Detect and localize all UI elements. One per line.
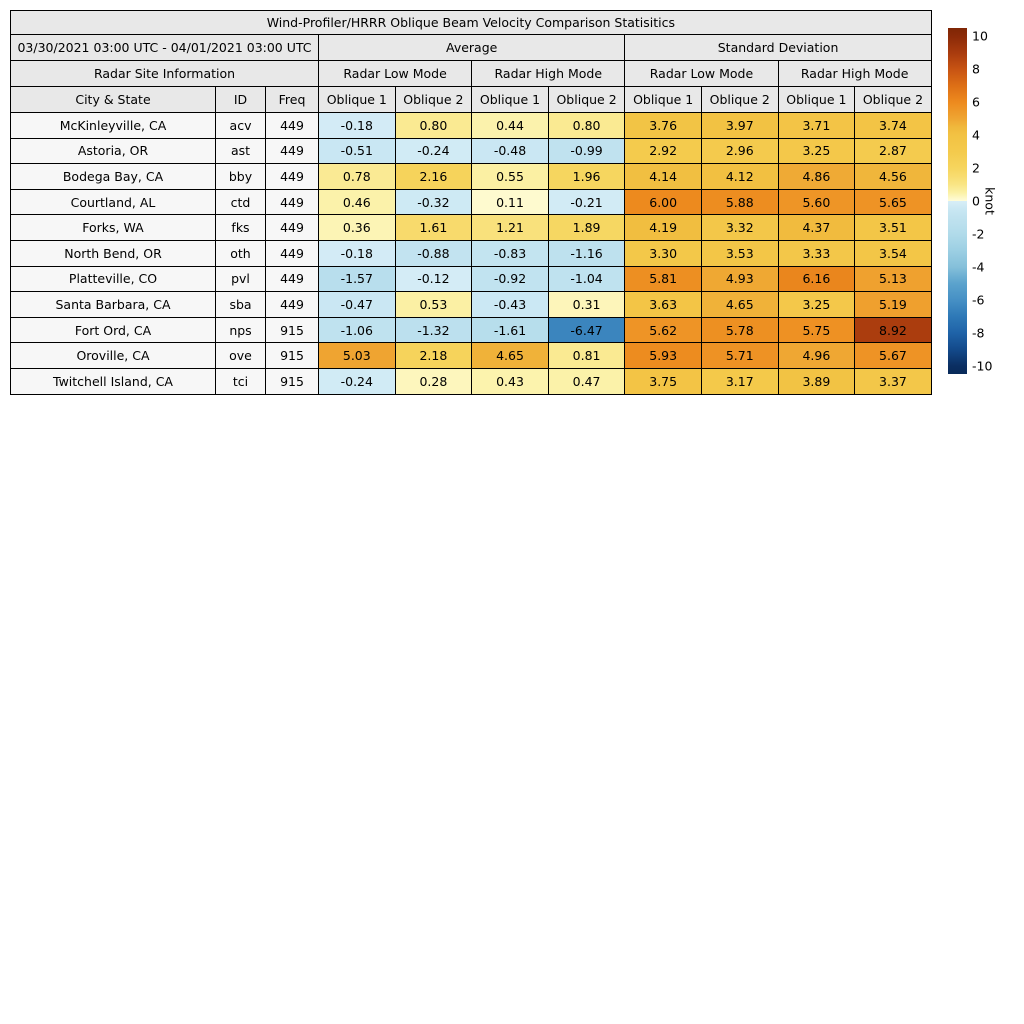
value-cell: 1.96 bbox=[548, 164, 625, 190]
value-cell: 4.96 bbox=[778, 343, 855, 369]
value-cell: -0.12 bbox=[395, 266, 472, 292]
freq-cell: 915 bbox=[266, 317, 319, 343]
value-cell: 0.46 bbox=[319, 189, 396, 215]
value-cell: -0.92 bbox=[472, 266, 549, 292]
value-cell: -0.24 bbox=[319, 368, 396, 394]
colorbar-axis-label: knot bbox=[982, 187, 998, 215]
value-cell: -0.47 bbox=[319, 292, 396, 318]
oblique-column-header: Oblique 2 bbox=[701, 87, 778, 113]
freq-cell: 449 bbox=[266, 113, 319, 139]
table-row bbox=[11, 113, 932, 139]
value-cell: -1.57 bbox=[319, 266, 396, 292]
id-cell: sba bbox=[216, 292, 266, 318]
mode-header-avg-low: Radar Low Mode bbox=[319, 61, 472, 87]
colorbar-tick-label: -8 bbox=[972, 325, 985, 341]
id-cell: fks bbox=[216, 215, 266, 241]
value-cell: 4.65 bbox=[472, 343, 549, 369]
value-cell: 0.78 bbox=[319, 164, 396, 190]
value-cell: 0.28 bbox=[395, 368, 472, 394]
city-cell: Astoria, OR bbox=[11, 138, 216, 164]
value-cell: 5.81 bbox=[625, 266, 702, 292]
value-cell: 0.43 bbox=[472, 368, 549, 394]
period-label: 03/30/2021 03:00 UTC - 04/01/2021 03:00 UTC bbox=[11, 35, 319, 61]
oblique-column-header: Oblique 2 bbox=[395, 87, 472, 113]
freq-cell: 449 bbox=[266, 266, 319, 292]
city-cell: Santa Barbara, CA bbox=[11, 292, 216, 318]
value-cell: 5.03 bbox=[319, 343, 396, 369]
value-cell: 5.88 bbox=[701, 189, 778, 215]
value-cell: 8.92 bbox=[855, 317, 932, 343]
freq-cell: 449 bbox=[266, 189, 319, 215]
city-cell: Forks, WA bbox=[11, 215, 216, 241]
value-cell: -0.24 bbox=[395, 138, 472, 164]
freq-cell: 915 bbox=[266, 368, 319, 394]
table-row bbox=[11, 368, 932, 394]
city-cell: Courtland, AL bbox=[11, 189, 216, 215]
value-cell: 3.25 bbox=[778, 292, 855, 318]
value-cell: 2.96 bbox=[701, 138, 778, 164]
mode-header-std-high: Radar High Mode bbox=[778, 61, 931, 87]
city-cell: Oroville, CA bbox=[11, 343, 216, 369]
column-header-row bbox=[11, 87, 932, 113]
city-column-header: City & State bbox=[11, 87, 216, 113]
value-cell: -1.16 bbox=[548, 240, 625, 266]
value-cell: 0.55 bbox=[472, 164, 549, 190]
value-cell: 5.93 bbox=[625, 343, 702, 369]
value-cell: 5.19 bbox=[855, 292, 932, 318]
value-cell: 3.32 bbox=[701, 215, 778, 241]
id-cell: ast bbox=[216, 138, 266, 164]
value-cell: 6.00 bbox=[625, 189, 702, 215]
value-cell: 3.33 bbox=[778, 240, 855, 266]
table-row bbox=[11, 164, 932, 190]
value-cell: 2.87 bbox=[855, 138, 932, 164]
value-cell: 4.12 bbox=[701, 164, 778, 190]
value-cell: 4.14 bbox=[625, 164, 702, 190]
city-cell: Fort Ord, CA bbox=[11, 317, 216, 343]
table-row bbox=[11, 240, 932, 266]
value-cell: 0.44 bbox=[472, 113, 549, 139]
value-cell: -0.48 bbox=[472, 138, 549, 164]
value-cell: 3.75 bbox=[625, 368, 702, 394]
id-cell: pvl bbox=[216, 266, 266, 292]
value-cell: 3.89 bbox=[778, 368, 855, 394]
city-cell: Bodega Bay, CA bbox=[11, 164, 216, 190]
chart-title: Wind-Profiler/HRRR Oblique Beam Velocity Comparison Statisitics bbox=[11, 11, 932, 35]
oblique-column-header: Oblique 1 bbox=[319, 87, 396, 113]
value-cell: 2.16 bbox=[395, 164, 472, 190]
value-cell: 1.21 bbox=[472, 215, 549, 241]
table-row bbox=[11, 317, 932, 343]
freq-cell: 449 bbox=[266, 292, 319, 318]
oblique-column-header: Oblique 2 bbox=[855, 87, 932, 113]
colorbar-tick-label: 8 bbox=[972, 61, 980, 77]
id-cell: oth bbox=[216, 240, 266, 266]
value-cell: -1.32 bbox=[395, 317, 472, 343]
oblique-column-header: Oblique 1 bbox=[472, 87, 549, 113]
colorbar-tick-label: -6 bbox=[972, 292, 985, 308]
value-cell: 5.78 bbox=[701, 317, 778, 343]
value-cell: 0.36 bbox=[319, 215, 396, 241]
city-cell: McKinleyville, CA bbox=[11, 113, 216, 139]
id-cell: tci bbox=[216, 368, 266, 394]
city-cell: Twitchell Island, CA bbox=[11, 368, 216, 394]
value-cell: 3.25 bbox=[778, 138, 855, 164]
value-cell: 3.71 bbox=[778, 113, 855, 139]
colorbar-tick-label: 0 bbox=[972, 193, 980, 209]
value-cell: 0.53 bbox=[395, 292, 472, 318]
value-cell: 5.65 bbox=[855, 189, 932, 215]
id-column-header: ID bbox=[216, 87, 266, 113]
value-cell: -1.61 bbox=[472, 317, 549, 343]
value-cell: 5.71 bbox=[701, 343, 778, 369]
value-cell: 0.11 bbox=[472, 189, 549, 215]
mode-header-std-low: Radar Low Mode bbox=[625, 61, 778, 87]
value-cell: 3.54 bbox=[855, 240, 932, 266]
value-cell: 3.74 bbox=[855, 113, 932, 139]
value-cell: 1.61 bbox=[395, 215, 472, 241]
value-cell: -0.18 bbox=[319, 240, 396, 266]
value-cell: 1.89 bbox=[548, 215, 625, 241]
id-cell: acv bbox=[216, 113, 266, 139]
table-row bbox=[11, 343, 932, 369]
value-cell: 2.92 bbox=[625, 138, 702, 164]
id-cell: bby bbox=[216, 164, 266, 190]
colorbar-tick-label: 10 bbox=[972, 28, 988, 44]
stddev-section-header: Standard Deviation bbox=[625, 35, 931, 61]
value-cell: 2.18 bbox=[395, 343, 472, 369]
value-cell: 6.16 bbox=[778, 266, 855, 292]
value-cell: 0.80 bbox=[548, 113, 625, 139]
value-cell: -0.43 bbox=[472, 292, 549, 318]
value-cell: 5.13 bbox=[855, 266, 932, 292]
value-cell: -1.04 bbox=[548, 266, 625, 292]
colorbar-tick-label: 6 bbox=[972, 94, 980, 110]
value-cell: 4.56 bbox=[855, 164, 932, 190]
value-cell: -6.47 bbox=[548, 317, 625, 343]
table-row bbox=[11, 215, 932, 241]
value-cell: -0.18 bbox=[319, 113, 396, 139]
freq-cell: 449 bbox=[266, 215, 319, 241]
table-row bbox=[11, 189, 932, 215]
id-cell: ove bbox=[216, 343, 266, 369]
colorbar-tick-label: 2 bbox=[972, 160, 980, 176]
table-row bbox=[11, 292, 932, 318]
value-cell: 3.37 bbox=[855, 368, 932, 394]
value-cell: -0.32 bbox=[395, 189, 472, 215]
value-cell: 4.86 bbox=[778, 164, 855, 190]
period-section-row bbox=[11, 35, 932, 61]
id-cell: ctd bbox=[216, 189, 266, 215]
colorbar-tick-label: -4 bbox=[972, 259, 985, 275]
value-cell: -0.21 bbox=[548, 189, 625, 215]
value-cell: 3.30 bbox=[625, 240, 702, 266]
value-cell: 3.17 bbox=[701, 368, 778, 394]
value-cell: -0.51 bbox=[319, 138, 396, 164]
value-cell: 3.53 bbox=[701, 240, 778, 266]
value-cell: -1.06 bbox=[319, 317, 396, 343]
value-cell: 4.65 bbox=[701, 292, 778, 318]
title-row bbox=[11, 11, 932, 35]
mode-header-row bbox=[11, 61, 932, 87]
colorbar-tick-label: -2 bbox=[972, 226, 985, 242]
value-cell: 4.19 bbox=[625, 215, 702, 241]
value-cell: 0.81 bbox=[548, 343, 625, 369]
value-cell: 5.75 bbox=[778, 317, 855, 343]
freq-column-header: Freq bbox=[266, 87, 319, 113]
value-cell: 3.97 bbox=[701, 113, 778, 139]
value-cell: 4.93 bbox=[701, 266, 778, 292]
freq-cell: 449 bbox=[266, 240, 319, 266]
city-cell: North Bend, OR bbox=[11, 240, 216, 266]
mode-header-avg-high: Radar High Mode bbox=[472, 61, 625, 87]
value-cell: 3.63 bbox=[625, 292, 702, 318]
value-cell: 0.47 bbox=[548, 368, 625, 394]
value-cell: 5.60 bbox=[778, 189, 855, 215]
value-cell: 5.67 bbox=[855, 343, 932, 369]
average-section-header: Average bbox=[319, 35, 625, 61]
city-cell: Platteville, CO bbox=[11, 266, 216, 292]
value-cell: 0.31 bbox=[548, 292, 625, 318]
info-section-header: Radar Site Information bbox=[11, 61, 319, 87]
oblique-column-header: Oblique 1 bbox=[778, 87, 855, 113]
freq-cell: 449 bbox=[266, 164, 319, 190]
oblique-column-header: Oblique 2 bbox=[548, 87, 625, 113]
value-cell: -0.88 bbox=[395, 240, 472, 266]
table-row bbox=[11, 266, 932, 292]
value-cell: 0.80 bbox=[395, 113, 472, 139]
freq-cell: 915 bbox=[266, 343, 319, 369]
stats-table bbox=[10, 10, 932, 395]
value-cell: 5.62 bbox=[625, 317, 702, 343]
table-row bbox=[11, 138, 932, 164]
value-cell: 3.76 bbox=[625, 113, 702, 139]
freq-cell: 449 bbox=[266, 138, 319, 164]
colorbar bbox=[948, 28, 967, 374]
oblique-column-header: Oblique 1 bbox=[625, 87, 702, 113]
value-cell: -0.99 bbox=[548, 138, 625, 164]
value-cell: 3.51 bbox=[855, 215, 932, 241]
id-cell: nps bbox=[216, 317, 266, 343]
value-cell: 4.37 bbox=[778, 215, 855, 241]
colorbar-tick-label: 4 bbox=[972, 127, 980, 143]
colorbar-tick-label: -10 bbox=[972, 358, 993, 374]
value-cell: -0.83 bbox=[472, 240, 549, 266]
